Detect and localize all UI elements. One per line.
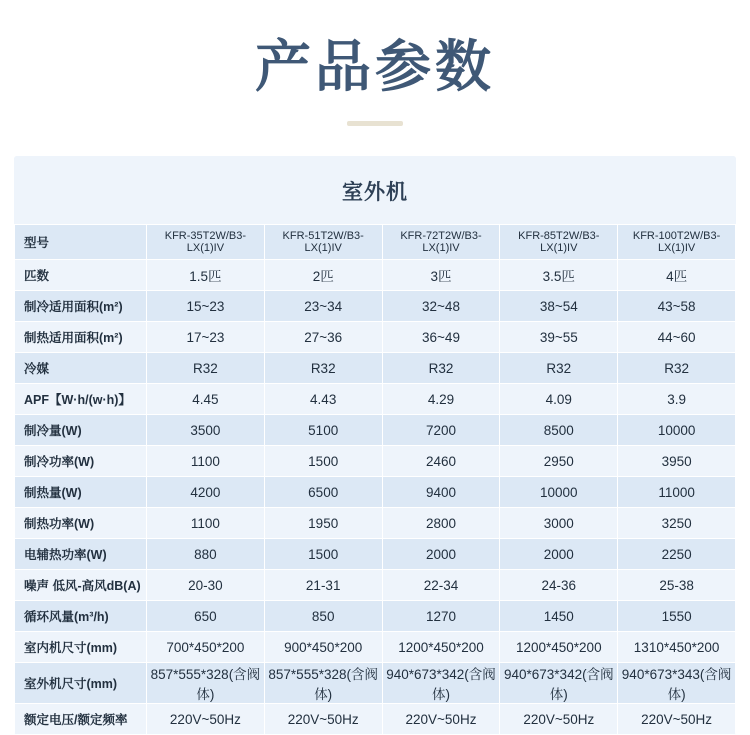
row-value: 220V~50Hz <box>264 704 382 735</box>
row-value: 1200*450*200 <box>500 632 618 663</box>
row-value: 39~55 <box>500 322 618 353</box>
row-value: 5100 <box>264 415 382 446</box>
row-label: 制热量(W) <box>15 477 147 508</box>
table-row <box>15 291 736 322</box>
column-header-1: KFR-35T2W/B3-LX(1)IV <box>147 225 265 260</box>
column-header-2: KFR-51T2W/B3-LX(1)IV <box>264 225 382 260</box>
row-value: 44~60 <box>618 322 736 353</box>
row-value: 11000 <box>618 477 736 508</box>
row-value: 857*555*328(含阀体) <box>264 663 382 704</box>
row-value: 3500 <box>147 415 265 446</box>
row-value: 1270 <box>382 601 500 632</box>
row-value: 21-31 <box>264 570 382 601</box>
row-value: 43~58 <box>618 291 736 322</box>
row-value: 10000 <box>618 415 736 446</box>
row-label: 匹数 <box>15 260 147 291</box>
table-row <box>15 415 736 446</box>
row-label: 循环风量(m³/h) <box>15 601 147 632</box>
row-value: 3950 <box>618 446 736 477</box>
table-row <box>15 446 736 477</box>
row-value: 17~23 <box>147 322 265 353</box>
table-row <box>15 539 736 570</box>
row-value: 9400 <box>382 477 500 508</box>
row-value: 32~48 <box>382 291 500 322</box>
row-value: 1100 <box>147 508 265 539</box>
row-label: 电辅热功率(W) <box>15 539 147 570</box>
table-row <box>15 601 736 632</box>
row-value: 38~54 <box>500 291 618 322</box>
row-value: 857*555*328(含阀体) <box>147 663 265 704</box>
row-label: 制冷功率(W) <box>15 446 147 477</box>
row-label: 冷媒 <box>15 353 147 384</box>
row-value: 880 <box>147 539 265 570</box>
row-label: 制冷适用面积(m²) <box>15 291 147 322</box>
row-label: 室内机尺寸(mm) <box>15 632 147 663</box>
row-value: 20-30 <box>147 570 265 601</box>
column-header-3: KFR-72T2W/B3-LX(1)IV <box>382 225 500 260</box>
row-value: 25-38 <box>618 570 736 601</box>
row-value: 3250 <box>618 508 736 539</box>
row-value: 7200 <box>382 415 500 446</box>
row-value: 850 <box>264 601 382 632</box>
row-value: 6500 <box>264 477 382 508</box>
table-row <box>15 260 736 291</box>
row-value: 4.09 <box>500 384 618 415</box>
row-value: 1500 <box>264 446 382 477</box>
row-label: 制热功率(W) <box>15 508 147 539</box>
table-header-row <box>15 225 736 260</box>
row-value: 3匹 <box>382 260 500 291</box>
row-value: 2匹 <box>264 260 382 291</box>
table-row <box>15 663 736 704</box>
row-value: R32 <box>264 353 382 384</box>
table-row <box>15 322 736 353</box>
row-value: 1.5匹 <box>147 260 265 291</box>
row-value: 1950 <box>264 508 382 539</box>
spec-table <box>14 224 736 735</box>
row-value: 4.29 <box>382 384 500 415</box>
row-value: 4.45 <box>147 384 265 415</box>
row-value: 4匹 <box>618 260 736 291</box>
spec-table-caption: 室外机 <box>14 156 736 224</box>
column-header-5: KFR-100T2W/B3-LX(1)IV <box>618 225 736 260</box>
row-value: R32 <box>500 353 618 384</box>
row-value: 220V~50Hz <box>147 704 265 735</box>
row-value: 220V~50Hz <box>500 704 618 735</box>
title-block <box>0 0 750 126</box>
row-label: APF【W·h/(w·h)】 <box>15 384 147 415</box>
row-value: 2250 <box>618 539 736 570</box>
row-label: 噪声 低风-高风dB(A) <box>15 570 147 601</box>
row-label: 制冷量(W) <box>15 415 147 446</box>
row-value: R32 <box>618 353 736 384</box>
title-divider <box>347 121 403 126</box>
row-value: 2800 <box>382 508 500 539</box>
row-value: 650 <box>147 601 265 632</box>
row-value: 2000 <box>382 539 500 570</box>
row-value: 4200 <box>147 477 265 508</box>
table-row <box>15 384 736 415</box>
table-row <box>15 632 736 663</box>
row-value: 8500 <box>500 415 618 446</box>
row-value: 4.43 <box>264 384 382 415</box>
page-title: 产品参数 <box>255 35 495 100</box>
row-value: 22-34 <box>382 570 500 601</box>
row-value: 1100 <box>147 446 265 477</box>
row-value: 220V~50Hz <box>618 704 736 735</box>
table-row <box>15 570 736 601</box>
row-value: 36~49 <box>382 322 500 353</box>
column-header-4: KFR-85T2W/B3-LX(1)IV <box>500 225 618 260</box>
column-header-model: 型号 <box>15 225 147 260</box>
row-value: 900*450*200 <box>264 632 382 663</box>
row-value: 700*450*200 <box>147 632 265 663</box>
spec-table-body <box>15 225 736 735</box>
row-label: 室外机尺寸(mm) <box>15 663 147 704</box>
row-value: 940*673*343(含阀体) <box>618 663 736 704</box>
row-value: 940*673*342(含阀体) <box>500 663 618 704</box>
row-value: 1200*450*200 <box>382 632 500 663</box>
row-value: 15~23 <box>147 291 265 322</box>
row-value: 2000 <box>500 539 618 570</box>
row-value: 23~34 <box>264 291 382 322</box>
row-value: 1550 <box>618 601 736 632</box>
row-value: 10000 <box>500 477 618 508</box>
row-value: R32 <box>147 353 265 384</box>
row-value: 1450 <box>500 601 618 632</box>
row-label: 制热适用面积(m²) <box>15 322 147 353</box>
row-value: 3.5匹 <box>500 260 618 291</box>
row-value: 220V~50Hz <box>382 704 500 735</box>
row-value: 1310*450*200 <box>618 632 736 663</box>
row-value: 3000 <box>500 508 618 539</box>
row-value: 27~36 <box>264 322 382 353</box>
row-value: 24-36 <box>500 570 618 601</box>
table-row <box>15 477 736 508</box>
row-label: 额定电压/额定频率 <box>15 704 147 735</box>
row-value: R32 <box>382 353 500 384</box>
row-value: 3.9 <box>618 384 736 415</box>
row-value: 2950 <box>500 446 618 477</box>
row-value: 2460 <box>382 446 500 477</box>
table-row <box>15 704 736 735</box>
spec-table-container <box>14 156 736 735</box>
row-value: 1500 <box>264 539 382 570</box>
table-row <box>15 508 736 539</box>
table-row <box>15 353 736 384</box>
row-value: 940*673*342(含阀体) <box>382 663 500 704</box>
